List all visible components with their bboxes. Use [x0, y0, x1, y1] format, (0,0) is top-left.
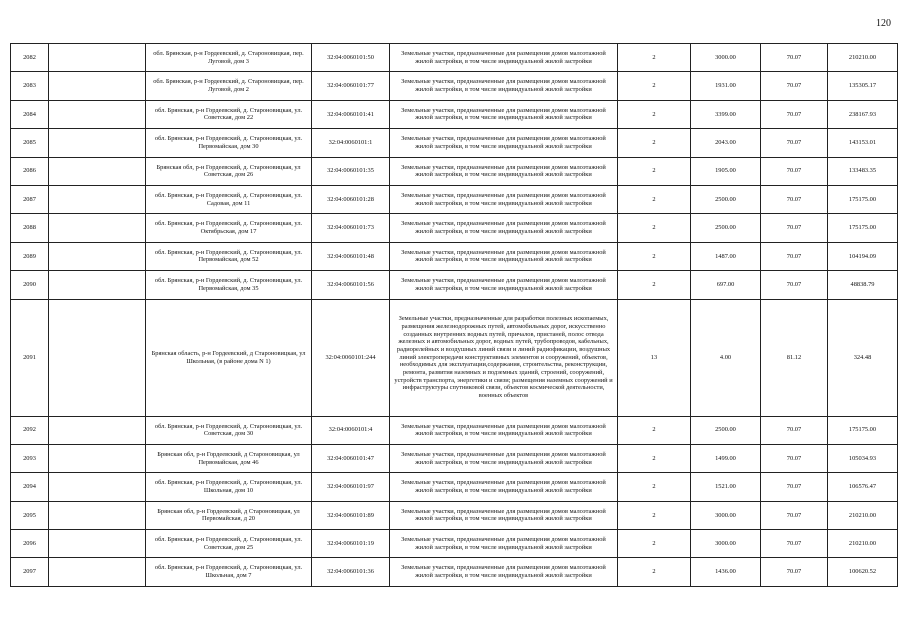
cadastral-number-cell: 32:04:0060101:89	[312, 501, 390, 529]
cadastral-value-cell: 210210.00	[828, 501, 898, 529]
group-cell: 2	[618, 271, 691, 299]
cadastral-number-cell: 32:04:0060101:41	[312, 100, 390, 128]
address-cell: обл. Брянская, р-н Гордеевский, д. Староновицкая, ул. Первомайская, дом 35	[146, 271, 312, 299]
row-number-cell: 2091	[11, 299, 49, 416]
rate-cell: 70.07	[761, 416, 828, 444]
cadastral-number-cell: 32:04:0060101:73	[312, 214, 390, 242]
cadastral-value-cell: 175175.00	[828, 416, 898, 444]
land-use-cell: Земельные участки, предназначенные для размещения домов малоэтажной жилой застройки, в том числе индивидуальной жилой застройки	[390, 157, 618, 185]
rate-cell: 70.07	[761, 100, 828, 128]
table-row	[11, 558, 898, 586]
cadastral-value-cell: 143153.01	[828, 129, 898, 157]
row-number-cell: 2083	[11, 72, 49, 100]
land-use-cell: Земельные участки, предназначенные для разработки полезных ископаемых, размещения железнодорожных путей, автомобильных дорог, искусственно созданных внутренних водных путей, причалов, пристаней, полос отвода железных и автомобильных дорог, водных путей, трубопроводов, кабельных, радиорелейных и воздушных линий связи и линий радиофикации, воздушных линий электропередачи конструктивных элементов и сооружений, объектов, необходимых для эксплуатации,содержания, строительства, реконструкции, ремонта, развития наземных и подземных зданий, строений, сооружений, устройств транспорта, энергетики и связи; размещения наземных сооружений и инфраструктуры спутниковой связи, объектов космической деятельности, военных объектов	[390, 299, 618, 416]
land-use-cell: Земельные участки, предназначенные для размещения домов малоэтажной жилой застройки, в том числе индивидуальной жилой застройки	[390, 72, 618, 100]
area-cell: 2500.00	[691, 185, 761, 213]
cadastral-value-cell: 133483.35	[828, 157, 898, 185]
empty-cell	[49, 44, 146, 72]
row-number-cell: 2097	[11, 558, 49, 586]
rate-cell: 70.07	[761, 157, 828, 185]
empty-cell	[49, 501, 146, 529]
rate-cell: 70.07	[761, 44, 828, 72]
group-cell: 2	[618, 242, 691, 270]
group-cell: 2	[618, 157, 691, 185]
row-number-cell: 2095	[11, 501, 49, 529]
empty-cell	[49, 214, 146, 242]
rate-cell: 70.07	[761, 242, 828, 270]
cadastral-value-cell: 104194.09	[828, 242, 898, 270]
row-number-cell: 2093	[11, 444, 49, 472]
area-cell: 2500.00	[691, 416, 761, 444]
row-number-cell: 2086	[11, 157, 49, 185]
table-row	[11, 100, 898, 128]
land-use-cell: Земельные участки, предназначенные для размещения домов малоэтажной жилой застройки, в том числе индивидуальной жилой застройки	[390, 44, 618, 72]
row-number-cell: 2094	[11, 473, 49, 501]
rate-cell: 70.07	[761, 72, 828, 100]
table-row	[11, 157, 898, 185]
cadastral-value-cell: 175175.00	[828, 214, 898, 242]
address-cell: обл. Брянская, р-н Гордеевский, д. Староновицкая, ул. Советская, дом 25	[146, 530, 312, 558]
row-number-cell: 2085	[11, 129, 49, 157]
row-number-cell: 2089	[11, 242, 49, 270]
address-cell: Брянская обл, р-н Гордеевский, д Староновицкая, ул Первомайская, дом 46	[146, 444, 312, 472]
cadastral-number-cell: 32:04:0060101:97	[312, 473, 390, 501]
group-cell: 2	[618, 473, 691, 501]
table-row	[11, 530, 898, 558]
cadastral-value-cell: 238167.93	[828, 100, 898, 128]
group-cell: 2	[618, 100, 691, 128]
empty-cell	[49, 530, 146, 558]
land-use-cell: Земельные участки, предназначенные для размещения домов малоэтажной жилой застройки, в том числе индивидуальной жилой застройки	[390, 530, 618, 558]
group-cell: 2	[618, 44, 691, 72]
cadastral-value-cell: 324.48	[828, 299, 898, 416]
rate-cell: 70.07	[761, 530, 828, 558]
address-cell: обл. Брянская, р-н Гордеевский, д. Староновицкая, пер. Луговой, дом 2	[146, 72, 312, 100]
cadastral-value-cell: 106576.47	[828, 473, 898, 501]
area-cell: 3000.00	[691, 530, 761, 558]
table-row	[11, 129, 898, 157]
cadastral-number-cell: 32:04:0060101:56	[312, 271, 390, 299]
cadastral-number-cell: 32:04:0060101:77	[312, 72, 390, 100]
address-cell: обл. Брянская, р-н Гордеевский, д. Староновицкая, ул. Октябрьская, дом 17	[146, 214, 312, 242]
empty-cell	[49, 271, 146, 299]
group-cell: 2	[618, 558, 691, 586]
table-row	[11, 242, 898, 270]
area-cell: 3399.00	[691, 100, 761, 128]
address-cell: обл. Брянская, р-н Гордеевский, д. Староновицкая, ул. Школьная, дом 7	[146, 558, 312, 586]
rate-cell: 70.07	[761, 214, 828, 242]
address-cell: Брянская обл, р-н Гордеевский, д Староновицкая, ул Первомайская, д 20	[146, 501, 312, 529]
cadastral-value-cell: 175175.00	[828, 185, 898, 213]
area-cell: 697.00	[691, 271, 761, 299]
row-number-cell: 2096	[11, 530, 49, 558]
area-cell: 3000.00	[691, 44, 761, 72]
cadastral-value-cell: 135305.17	[828, 72, 898, 100]
page-number: 120	[876, 18, 891, 29]
address-cell: обл. Брянская, р-н Гордеевский, д. Староновицкая, ул. Первомайская, дом 52	[146, 242, 312, 270]
cadastral-value-cell: 48838.79	[828, 271, 898, 299]
area-cell: 1487.00	[691, 242, 761, 270]
area-cell: 1931.00	[691, 72, 761, 100]
area-cell: 1436.00	[691, 558, 761, 586]
cadastral-number-cell: 32:04:0060101:47	[312, 444, 390, 472]
empty-cell	[49, 157, 146, 185]
table-row	[11, 271, 898, 299]
group-cell: 13	[618, 299, 691, 416]
table-row	[11, 185, 898, 213]
land-use-cell: Земельные участки, предназначенные для размещения домов малоэтажной жилой застройки, в том числе индивидуальной жилой застройки	[390, 501, 618, 529]
row-number-cell: 2088	[11, 214, 49, 242]
cadastral-number-cell: 32:04:0060101:1	[312, 129, 390, 157]
cadastral-number-cell: 32:04:0060101:19	[312, 530, 390, 558]
land-use-cell: Земельные участки, предназначенные для размещения домов малоэтажной жилой застройки, в том числе индивидуальной жилой застройки	[390, 473, 618, 501]
table-row	[11, 214, 898, 242]
row-number-cell: 2084	[11, 100, 49, 128]
table-row	[11, 416, 898, 444]
empty-cell	[49, 299, 146, 416]
cadastral-value-cell: 105034.93	[828, 444, 898, 472]
empty-cell	[49, 558, 146, 586]
row-number-cell: 2087	[11, 185, 49, 213]
group-cell: 2	[618, 530, 691, 558]
address-cell: обл. Брянская, р-н Гордеевский, д. Староновицкая, пер. Луговой, дом 3	[146, 44, 312, 72]
rate-cell: 70.07	[761, 444, 828, 472]
address-cell: Брянская обл, р-н Гордеевский, д. Староновицкая, ул Советская, дом 26	[146, 157, 312, 185]
rate-cell: 70.07	[761, 271, 828, 299]
group-cell: 2	[618, 416, 691, 444]
cadastral-number-cell: 32:04:0060101:35	[312, 157, 390, 185]
cadastral-value-cell: 210210.00	[828, 530, 898, 558]
empty-cell	[49, 185, 146, 213]
address-cell: обл. Брянская, р-н Гордеевский, д. Староновицкая, ул. Советская, дом 22	[146, 100, 312, 128]
empty-cell	[49, 100, 146, 128]
table-row	[11, 444, 898, 472]
rate-cell: 81.12	[761, 299, 828, 416]
address-cell: обл. Брянская, р-н Гордеевский, д. Староновицкая, ул. Школьная, дом 10	[146, 473, 312, 501]
empty-cell	[49, 242, 146, 270]
address-cell: Брянская область, р-н Гордеевский, д Староновицкая, ул Школьная, (в районе дома N 1)	[146, 299, 312, 416]
land-use-cell: Земельные участки, предназначенные для размещения домов малоэтажной жилой застройки, в том числе индивидуальной жилой застройки	[390, 558, 618, 586]
rate-cell: 70.07	[761, 129, 828, 157]
land-use-cell: Земельные участки, предназначенные для размещения домов малоэтажной жилой застройки, в том числе индивидуальной жилой застройки	[390, 129, 618, 157]
cadastral-number-cell: 32:04:0060101:50	[312, 44, 390, 72]
group-cell: 2	[618, 444, 691, 472]
land-use-cell: Земельные участки, предназначенные для размещения домов малоэтажной жилой застройки, в том числе индивидуальной жилой застройки	[390, 100, 618, 128]
land-plots-table	[10, 43, 898, 587]
row-number-cell: 2090	[11, 271, 49, 299]
area-cell: 1521.00	[691, 473, 761, 501]
group-cell: 2	[618, 129, 691, 157]
cadastral-number-cell: 32:04:0060101:244	[312, 299, 390, 416]
area-cell: 1499.00	[691, 444, 761, 472]
cadastral-number-cell: 32:04:0060101:4	[312, 416, 390, 444]
cadastral-value-cell: 100620.52	[828, 558, 898, 586]
cadastral-value-cell: 210210.00	[828, 44, 898, 72]
land-use-cell: Земельные участки, предназначенные для размещения домов малоэтажной жилой застройки, в том числе индивидуальной жилой застройки	[390, 416, 618, 444]
area-cell: 3000.00	[691, 501, 761, 529]
table-row	[11, 473, 898, 501]
empty-cell	[49, 444, 146, 472]
empty-cell	[49, 129, 146, 157]
area-cell: 2043.00	[691, 129, 761, 157]
group-cell: 2	[618, 501, 691, 529]
table-body	[11, 44, 898, 587]
rate-cell: 70.07	[761, 185, 828, 213]
area-cell: 4.00	[691, 299, 761, 416]
rate-cell: 70.07	[761, 558, 828, 586]
land-use-cell: Земельные участки, предназначенные для размещения домов малоэтажной жилой застройки, в том числе индивидуальной жилой застройки	[390, 214, 618, 242]
land-use-cell: Земельные участки, предназначенные для размещения домов малоэтажной жилой застройки, в том числе индивидуальной жилой застройки	[390, 444, 618, 472]
area-cell: 2500.00	[691, 214, 761, 242]
table-row	[11, 501, 898, 529]
empty-cell	[49, 473, 146, 501]
table-row	[11, 299, 898, 416]
address-cell: обл. Брянская, р-н Гордеевский, д. Староновицкая, ул. Первомайская, дом 30	[146, 129, 312, 157]
row-number-cell: 2082	[11, 44, 49, 72]
row-number-cell: 2092	[11, 416, 49, 444]
land-use-cell: Земельные участки, предназначенные для размещения домов малоэтажной жилой застройки, в том числе индивидуальной жилой застройки	[390, 185, 618, 213]
cadastral-number-cell: 32:04:0060101:36	[312, 558, 390, 586]
rate-cell: 70.07	[761, 501, 828, 529]
empty-cell	[49, 416, 146, 444]
land-use-cell: Земельные участки, предназначенные для размещения домов малоэтажной жилой застройки, в том числе индивидуальной жилой застройки	[390, 271, 618, 299]
table-row	[11, 44, 898, 72]
table-row	[11, 72, 898, 100]
group-cell: 2	[618, 185, 691, 213]
cadastral-number-cell: 32:04:0060101:28	[312, 185, 390, 213]
address-cell: обл. Брянская, р-н Гордеевский, д. Староновицкая, ул. Садовая, дом 11	[146, 185, 312, 213]
group-cell: 2	[618, 72, 691, 100]
empty-cell	[49, 72, 146, 100]
cadastral-number-cell: 32:04:0060101:48	[312, 242, 390, 270]
address-cell: обл. Брянская, р-н Гордеевский, д. Староновицкая, ул. Советская, дом 30	[146, 416, 312, 444]
area-cell: 1905.00	[691, 157, 761, 185]
group-cell: 2	[618, 214, 691, 242]
land-use-cell: Земельные участки, предназначенные для размещения домов малоэтажной жилой застройки, в том числе индивидуальной жилой застройки	[390, 242, 618, 270]
rate-cell: 70.07	[761, 473, 828, 501]
